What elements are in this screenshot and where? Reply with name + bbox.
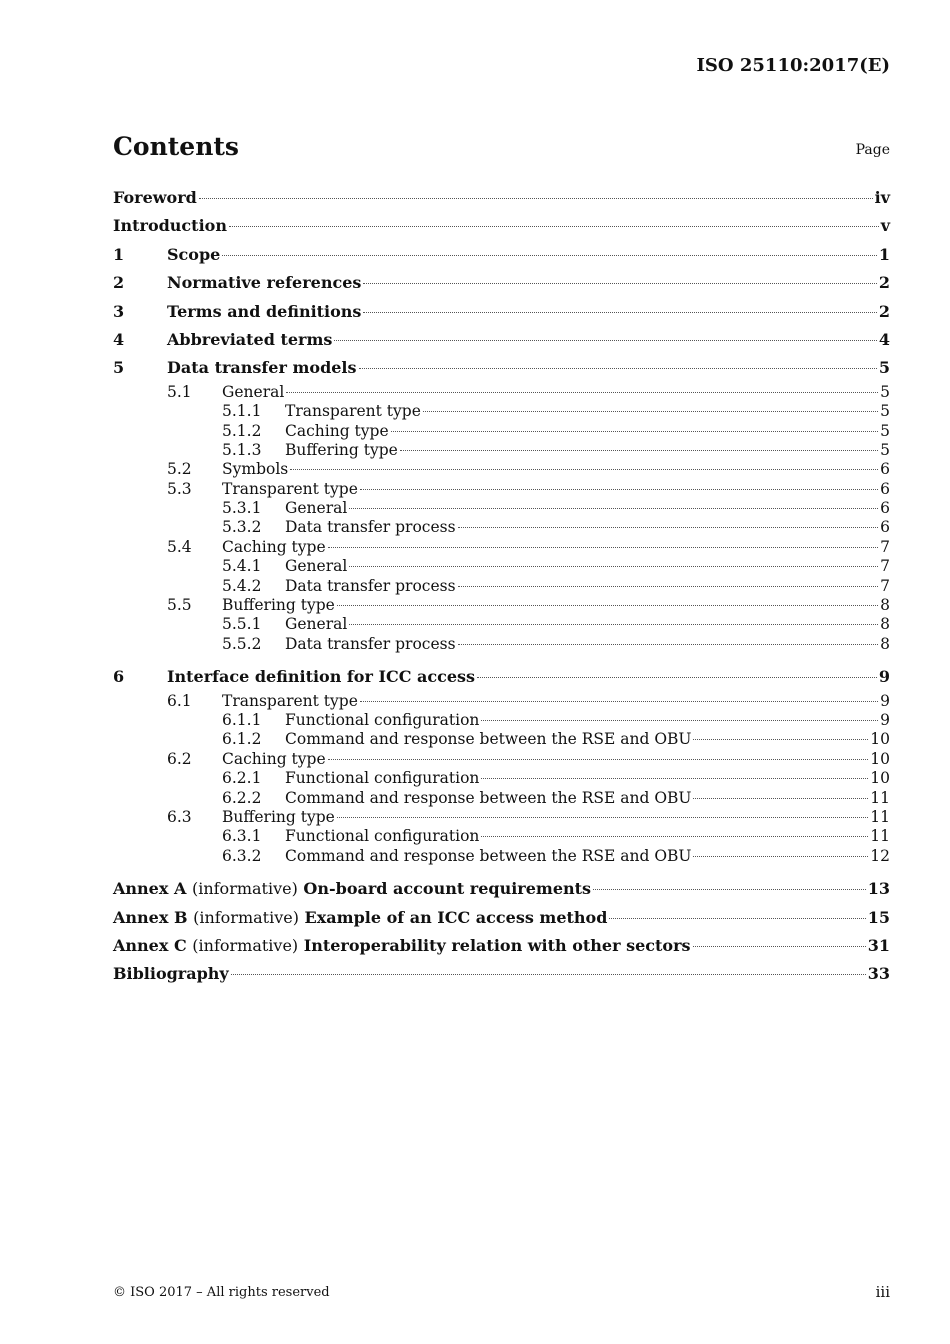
- toc-entry-title-text: Functional configuration: [285, 769, 480, 788]
- page-column-label: Page: [855, 142, 890, 158]
- dot-leader: [458, 586, 879, 587]
- toc-entry-number: 6.1: [167, 691, 192, 710]
- dot-leader: [360, 701, 878, 702]
- toc-entry-title[interactable]: [113, 904, 607, 932]
- toc-entry-title-text: Terms and definitions: [167, 301, 362, 321]
- toc-entry-number: 6.2.1: [222, 769, 262, 788]
- toc-entry-title-text: General: [285, 557, 348, 576]
- toc-entry-title[interactable]: [222, 750, 326, 769]
- toc-entry-annex-title: On-board account requirements: [303, 879, 592, 899]
- toc-entry[interactable]: [113, 499, 890, 518]
- toc-entry-title[interactable]: [113, 932, 691, 960]
- toc-entry[interactable]: [113, 480, 890, 499]
- toc-entry-title[interactable]: [285, 441, 398, 460]
- toc-entry[interactable]: [113, 557, 890, 576]
- toc-entry-page: 2: [878, 273, 890, 293]
- toc-entry[interactable]: [113, 663, 890, 691]
- toc-entry-title-text: Transparent type: [222, 691, 358, 710]
- toc-entry-number: 6.1.1: [222, 710, 262, 729]
- toc-entry[interactable]: [113, 184, 890, 212]
- toc-entry[interactable]: [113, 789, 890, 808]
- toc-entry-title[interactable]: [167, 241, 220, 269]
- toc-entry-number: 5.1.1: [222, 402, 262, 421]
- toc-entry-qualifier: (informative): [193, 907, 299, 927]
- footer-page-number: iii: [875, 1283, 890, 1301]
- toc-entry-number: 4: [113, 329, 125, 349]
- toc-entry-page: 10: [870, 730, 890, 749]
- toc-entry-title[interactable]: [113, 184, 197, 212]
- toc-entry-title-text: Transparent type: [285, 402, 421, 421]
- dot-leader: [229, 226, 879, 227]
- toc-entry-number: 5.4: [167, 537, 192, 556]
- dot-leader: [481, 836, 868, 837]
- toc-entry-title[interactable]: [285, 577, 456, 596]
- toc-entry-annex-title: Interoperability relation with other sectors: [303, 935, 691, 955]
- dot-leader: [290, 469, 878, 470]
- footer-copyright: © ISO 2017 – All rights reserved: [113, 1285, 330, 1300]
- toc-entry-number: 5.5.1: [222, 615, 262, 634]
- toc-entry-title[interactable]: [285, 422, 389, 441]
- dot-leader: [359, 368, 877, 369]
- toc-entry[interactable]: [113, 577, 890, 596]
- toc-entry-title[interactable]: [113, 212, 227, 240]
- dot-leader: [391, 431, 878, 432]
- toc-entry-page: 9: [880, 710, 890, 729]
- dot-leader: [400, 450, 878, 451]
- toc-entry-page: 12: [870, 846, 890, 865]
- toc-entry-number: 5.1: [167, 382, 192, 401]
- toc-entry-number: 6.2: [167, 749, 192, 768]
- dot-leader: [363, 312, 876, 313]
- toc-entry-title[interactable]: [285, 730, 691, 749]
- toc-entry-number: 6: [113, 667, 125, 687]
- toc-entry[interactable]: [113, 241, 890, 269]
- toc-entry-title-text: Symbols: [222, 460, 289, 479]
- dot-leader: [477, 677, 877, 678]
- toc-entry-title-text: Interface definition for ICC access: [167, 667, 476, 687]
- dot-leader: [693, 739, 868, 740]
- toc-entry-title[interactable]: [222, 808, 335, 827]
- toc-entry-page: 6: [880, 499, 890, 518]
- toc-entry[interactable]: [113, 730, 890, 749]
- toc-entry-page: 11: [870, 788, 890, 807]
- toc-entry-page: 7: [880, 576, 890, 595]
- toc-entry[interactable]: [113, 960, 890, 988]
- toc-entry-title-text: Functional configuration: [285, 827, 480, 846]
- toc-entry[interactable]: [113, 615, 890, 634]
- toc-entry-page: 8: [880, 596, 890, 615]
- toc-entry-page: 10: [870, 769, 890, 788]
- toc-entry[interactable]: [113, 596, 890, 615]
- toc-entry-page: 7: [880, 537, 890, 556]
- toc-entry-number: 6.2.2: [222, 788, 262, 807]
- toc-entry-title-text: Caching type: [285, 421, 389, 440]
- toc-entry-title-text: Data transfer process: [285, 518, 456, 537]
- dot-leader: [360, 489, 878, 490]
- toc-entry-title-text: Introduction: [113, 216, 227, 236]
- toc-entry-title-text: General: [285, 615, 348, 634]
- toc-entry-page: 11: [870, 827, 890, 846]
- toc-entry-title[interactable]: [285, 827, 479, 846]
- dot-leader: [458, 527, 879, 528]
- dot-leader: [349, 508, 878, 509]
- toc-entry[interactable]: [113, 538, 890, 557]
- dot-leader: [423, 411, 878, 412]
- dot-leader: [349, 566, 878, 567]
- dot-leader: [593, 889, 866, 890]
- toc-entry-number: 5.4.1: [222, 557, 262, 576]
- toc-entry-title[interactable]: [167, 326, 332, 354]
- toc-entry-title[interactable]: [222, 538, 326, 557]
- toc-entry[interactable]: [113, 212, 890, 240]
- toc-entry-page: 5: [880, 382, 890, 401]
- toc-entry-number: 5.4.2: [222, 576, 262, 595]
- toc-entry[interactable]: [113, 383, 890, 402]
- toc-entry-title[interactable]: [285, 499, 347, 518]
- dot-leader: [693, 946, 866, 947]
- toc-entry-number: 5.5: [167, 596, 192, 615]
- toc-entry-page: 33: [867, 964, 890, 984]
- toc-entry-title-text: Annex C: [113, 935, 187, 955]
- dot-leader: [458, 644, 879, 645]
- toc-entry-number: 3: [113, 301, 125, 321]
- toc-entry-page: iv: [874, 188, 890, 207]
- toc-entry-title[interactable]: [222, 480, 358, 499]
- toc-entry-title-text: General: [285, 499, 348, 518]
- toc-entry-number: 5.3: [167, 479, 192, 498]
- toc-entry-title-text: Normative references: [167, 273, 362, 293]
- table-of-contents: [113, 184, 890, 989]
- toc-entry-title[interactable]: [285, 711, 479, 730]
- toc-entry-page: 5: [878, 358, 890, 378]
- toc-entry-title-text: Transparent type: [222, 479, 358, 498]
- dot-leader: [481, 778, 868, 779]
- toc-entry-page: 11: [870, 807, 890, 826]
- toc-entry[interactable]: [113, 326, 890, 354]
- toc-entry-title[interactable]: [222, 383, 284, 402]
- toc-entry-title[interactable]: [167, 354, 357, 382]
- toc-entry-title[interactable]: [285, 769, 479, 788]
- toc-entry-title-text: Command and response between the RSE and OBU: [285, 788, 692, 807]
- toc-entry[interactable]: [113, 692, 890, 711]
- document-id: ISO 25110:2017(E): [696, 55, 890, 76]
- toc-entry-title-text: Annex B: [113, 907, 188, 927]
- toc-entry-number: 6.3: [167, 807, 192, 826]
- toc-entry-title-text: Buffering type: [285, 440, 398, 459]
- dot-leader: [337, 817, 868, 818]
- toc-entry-page: 31: [867, 935, 890, 955]
- toc-entry-number: 5.2: [167, 460, 192, 479]
- toc-entry-title-text: Annex A: [113, 879, 187, 899]
- toc-entry[interactable]: [113, 298, 890, 326]
- toc-entry-number: 5.5.2: [222, 634, 262, 653]
- toc-entry-title[interactable]: [167, 269, 361, 297]
- toc-entry[interactable]: [113, 808, 890, 827]
- contents-heading: Contents: [113, 132, 240, 161]
- toc-entry-title-text: Command and response between the RSE and OBU: [285, 730, 692, 749]
- dot-leader: [328, 547, 878, 548]
- toc-entry-title-text: Data transfer models: [167, 358, 357, 378]
- dot-leader: [693, 856, 868, 857]
- toc-entry-number: 1: [113, 244, 125, 264]
- toc-entry-title[interactable]: [285, 557, 347, 576]
- toc-entry-page: v: [880, 216, 890, 236]
- toc-entry-title[interactable]: [113, 875, 591, 903]
- toc-entry-page: 10: [870, 749, 890, 768]
- toc-entry-qualifier: (informative): [191, 879, 298, 899]
- dot-leader: [363, 283, 876, 284]
- dot-leader: [349, 624, 878, 625]
- dot-leader: [286, 392, 878, 393]
- toc-entry[interactable]: [113, 460, 890, 479]
- toc-entry-page: 8: [880, 634, 890, 653]
- toc-entry-page: 6: [880, 460, 890, 479]
- toc-entry[interactable]: [113, 269, 890, 297]
- toc-entry-title-text: Data transfer process: [285, 576, 456, 595]
- toc-entry[interactable]: [113, 711, 890, 730]
- toc-entry[interactable]: [113, 354, 890, 382]
- toc-entry-title[interactable]: [222, 596, 335, 615]
- toc-entry-title[interactable]: [285, 847, 691, 866]
- toc-entry[interactable]: [113, 402, 890, 421]
- toc-entry-title-text: Functional configuration: [285, 710, 480, 729]
- toc-entry-page: 5: [880, 402, 890, 421]
- toc-entry-title[interactable]: [285, 635, 456, 654]
- toc-entry-page: 4: [878, 329, 890, 349]
- toc-entry[interactable]: [113, 827, 890, 846]
- toc-entry-title-text: Data transfer process: [285, 634, 456, 653]
- toc-entry[interactable]: [113, 904, 890, 932]
- toc-entry-title[interactable]: [222, 692, 358, 711]
- toc-entry-page: 1: [878, 244, 890, 264]
- toc-entry-page: 7: [880, 557, 890, 576]
- toc-entry-title-text: Bibliography: [113, 964, 229, 984]
- toc-entry-title[interactable]: [167, 298, 361, 326]
- toc-entry-qualifier: (informative): [192, 935, 299, 955]
- toc-entry[interactable]: [113, 441, 890, 460]
- dot-leader: [328, 759, 869, 760]
- toc-entry-title[interactable]: [167, 663, 475, 691]
- toc-entry-page: 6: [880, 479, 890, 498]
- toc-entry-title-text: Buffering type: [222, 807, 335, 826]
- toc-entry-page: 9: [880, 691, 890, 710]
- toc-entry-number: 2: [113, 273, 125, 293]
- toc-entry-number: 5.1.3: [222, 440, 262, 459]
- dot-leader: [222, 255, 877, 256]
- toc-entry[interactable]: [113, 750, 890, 769]
- toc-entry-number: 5.3.2: [222, 518, 262, 537]
- toc-entry-title-text: General: [222, 382, 285, 401]
- dot-leader: [231, 974, 866, 975]
- dot-leader: [337, 605, 878, 606]
- toc-entry[interactable]: [113, 932, 890, 960]
- toc-entry-number: 5.1.2: [222, 421, 262, 440]
- toc-entry-page: 5: [880, 421, 890, 440]
- toc-entry-number: 5.3.1: [222, 499, 262, 518]
- toc-entry-title[interactable]: [113, 960, 229, 988]
- toc-entry-title-text: Abbreviated terms: [167, 329, 333, 349]
- toc-entry-title[interactable]: [285, 518, 456, 537]
- toc-entry-title[interactable]: [285, 615, 347, 634]
- toc-entry[interactable]: [113, 635, 890, 654]
- toc-entry[interactable]: [113, 422, 890, 441]
- dot-leader: [334, 340, 876, 341]
- toc-entry[interactable]: [113, 875, 890, 903]
- toc-entry-title-text: Command and response between the RSE and OBU: [285, 846, 692, 865]
- toc-entry[interactable]: [113, 769, 890, 788]
- toc-entry-number: 5: [113, 358, 125, 378]
- dot-leader: [693, 798, 868, 799]
- toc-entry-page: 2: [878, 301, 890, 321]
- toc-entry-number: 6.3.2: [222, 846, 262, 865]
- toc-entry-title[interactable]: [285, 402, 421, 421]
- toc-entry-title[interactable]: [285, 789, 691, 808]
- toc-entry-page: 9: [878, 667, 890, 687]
- toc-entry-page: 5: [880, 440, 890, 459]
- toc-entry-title-text: Caching type: [222, 749, 326, 768]
- toc-entry-page: 6: [880, 518, 890, 537]
- dot-leader: [609, 918, 865, 919]
- dot-leader: [481, 720, 878, 721]
- toc-entry-page: 8: [880, 615, 890, 634]
- dot-leader: [199, 198, 873, 199]
- toc-entry-page: 15: [867, 907, 890, 927]
- toc-entry-title-text: Foreword: [113, 188, 197, 207]
- toc-entry-title-text: Scope: [167, 244, 221, 264]
- toc-entry-title-text: Buffering type: [222, 596, 335, 615]
- toc-entry-title[interactable]: [222, 460, 288, 479]
- toc-entry[interactable]: [113, 847, 890, 866]
- toc-entry-page: 13: [867, 879, 890, 899]
- toc-entry-annex-title: Example of an ICC access method: [304, 907, 608, 927]
- toc-entry[interactable]: [113, 518, 890, 537]
- toc-entry-title-text: Caching type: [222, 537, 326, 556]
- toc-entry-number: 6.3.1: [222, 827, 262, 846]
- toc-entry-number: 6.1.2: [222, 730, 262, 749]
